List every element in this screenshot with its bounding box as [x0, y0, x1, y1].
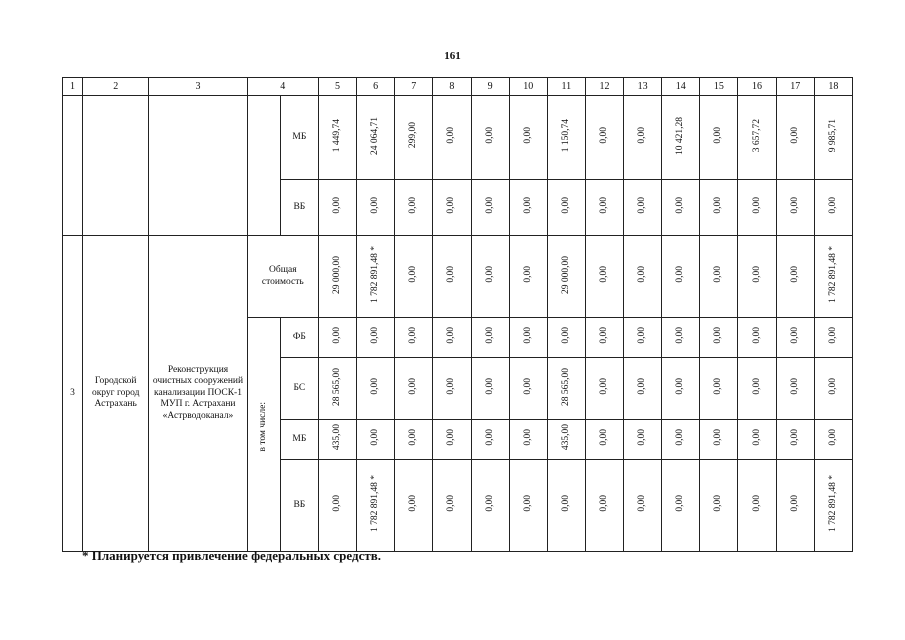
object-cell — [149, 236, 247, 552]
value-cell — [662, 420, 700, 460]
value-cell — [509, 96, 547, 180]
value-text: 0,00 — [560, 327, 571, 344]
value-text: 0,00 — [560, 495, 571, 512]
value-text: 0,00 — [637, 327, 648, 344]
record-number-cell — [63, 236, 83, 552]
value-cell — [624, 420, 662, 460]
value-text: 0,00 — [370, 378, 381, 395]
value-cell — [433, 318, 471, 358]
value-cell — [547, 420, 585, 460]
value-text: 0,00 — [713, 495, 724, 512]
object-name: Реконструкция очистных сооружений канализации ПОСК-1 МУП г. Астрахани «Астрводоканал» — [152, 365, 244, 421]
value-text: 0,00 — [789, 429, 800, 446]
column-header: 12 — [585, 78, 623, 96]
value-text: 0,00 — [751, 197, 762, 214]
value-cell — [395, 180, 433, 236]
value-text: 0,00 — [522, 127, 533, 144]
column-header: 14 — [662, 78, 700, 96]
value-text: 10 421,28 — [675, 116, 686, 155]
value-cell — [509, 318, 547, 358]
value-text: 0,00 — [484, 378, 495, 395]
value-cell — [624, 358, 662, 420]
value-cell — [814, 318, 852, 358]
value-cell — [318, 96, 356, 180]
including-cell — [247, 96, 280, 236]
value-text: 1 782 891,48 * — [827, 475, 838, 533]
value-text: 299,00 — [408, 122, 419, 149]
value-text: 0,00 — [713, 197, 724, 214]
value-text: 0,00 — [827, 197, 838, 214]
value-text: 0,00 — [789, 197, 800, 214]
value-text: 0,00 — [370, 429, 381, 446]
value-text: 0,00 — [637, 429, 648, 446]
municipality-cell — [83, 96, 149, 236]
value-cell — [738, 420, 776, 460]
column-header: 4 — [247, 78, 318, 96]
value-cell — [433, 180, 471, 236]
column-header: 15 — [700, 78, 738, 96]
value-cell — [662, 180, 700, 236]
column-header: 11 — [547, 78, 585, 96]
value-cell — [318, 420, 356, 460]
value-cell — [395, 358, 433, 420]
value-text: 29 000,00 — [560, 255, 571, 294]
value-cell — [585, 236, 623, 318]
column-header: 9 — [471, 78, 509, 96]
value-cell — [585, 96, 623, 180]
value-text: 0,00 — [408, 495, 419, 512]
value-cell — [471, 358, 509, 420]
value-cell — [471, 420, 509, 460]
value-cell — [471, 460, 509, 552]
value-text: 29 000,00 — [332, 255, 343, 294]
value-text: 0,00 — [484, 197, 495, 214]
value-text: 0,00 — [827, 429, 838, 446]
value-cell — [357, 420, 395, 460]
column-header: 18 — [814, 78, 852, 96]
value-cell — [624, 318, 662, 358]
value-cell — [547, 180, 585, 236]
value-cell — [471, 318, 509, 358]
value-cell — [700, 358, 738, 420]
value-cell — [357, 236, 395, 318]
value-cell — [662, 236, 700, 318]
value-text: 0,00 — [332, 327, 343, 344]
source-cell: ВБ — [280, 180, 318, 236]
source-cell: ФБ — [280, 318, 318, 358]
value-cell — [700, 180, 738, 236]
value-cell — [509, 236, 547, 318]
value-text: 0,00 — [713, 378, 724, 395]
value-text: 0,00 — [522, 378, 533, 395]
value-cell — [433, 460, 471, 552]
value-text: 0,00 — [789, 378, 800, 395]
value-cell — [700, 460, 738, 552]
value-cell — [776, 96, 814, 180]
value-text: 0,00 — [332, 197, 343, 214]
value-text: 0,00 — [408, 378, 419, 395]
source-cell: ВБ — [280, 460, 318, 552]
value-text: 0,00 — [370, 197, 381, 214]
column-header: 5 — [318, 78, 356, 96]
value-text: 0,00 — [751, 378, 762, 395]
value-text: 0,00 — [446, 429, 457, 446]
value-cell — [433, 420, 471, 460]
value-cell — [357, 96, 395, 180]
value-cell — [624, 236, 662, 318]
value-cell — [738, 180, 776, 236]
value-text: 9 985,71 — [827, 118, 838, 153]
value-text: 24 064,71 — [370, 116, 381, 155]
value-cell — [433, 236, 471, 318]
value-cell — [318, 236, 356, 318]
column-header: 1 — [63, 78, 83, 96]
value-text: 0,00 — [560, 197, 571, 214]
value-cell — [433, 96, 471, 180]
value-cell — [662, 96, 700, 180]
value-cell — [776, 358, 814, 420]
value-text: 0,00 — [675, 197, 686, 214]
value-text: 1 782 891,48 * — [827, 246, 838, 304]
value-text: 0,00 — [713, 429, 724, 446]
value-text: 0,00 — [484, 327, 495, 344]
value-text: 0,00 — [522, 197, 533, 214]
value-cell — [318, 460, 356, 552]
including-cell — [247, 318, 280, 552]
value-cell — [738, 460, 776, 552]
value-cell — [357, 460, 395, 552]
value-cell — [395, 236, 433, 318]
value-text: 0,00 — [713, 327, 724, 344]
value-text: 0,00 — [637, 266, 648, 283]
column-header: 3 — [149, 78, 247, 96]
value-cell — [547, 236, 585, 318]
value-cell — [776, 460, 814, 552]
municipality-cell — [83, 236, 149, 552]
value-text: 1 782 891,48 * — [370, 475, 381, 533]
value-text: 0,00 — [599, 127, 610, 144]
value-text: 0,00 — [522, 266, 533, 283]
value-text: 0,00 — [599, 266, 610, 283]
object-cell — [149, 96, 247, 236]
value-cell — [776, 318, 814, 358]
value-text: 0,00 — [599, 429, 610, 446]
value-text: 0,00 — [675, 429, 686, 446]
value-text: 0,00 — [408, 197, 419, 214]
value-text: 0,00 — [751, 495, 762, 512]
value-text: 0,00 — [789, 495, 800, 512]
value-cell — [814, 460, 852, 552]
value-cell — [395, 420, 433, 460]
value-text: 0,00 — [370, 327, 381, 344]
value-text: 0,00 — [446, 378, 457, 395]
value-cell — [814, 96, 852, 180]
value-text: 0,00 — [446, 266, 457, 283]
total-label-cell — [247, 236, 318, 318]
value-text: 1 449,74 — [332, 118, 343, 153]
value-text: 0,00 — [522, 495, 533, 512]
value-cell — [509, 180, 547, 236]
value-text: 0,00 — [332, 495, 343, 512]
value-text: 0,00 — [637, 197, 648, 214]
value-cell — [318, 180, 356, 236]
value-text: 0,00 — [522, 429, 533, 446]
column-header: 8 — [433, 78, 471, 96]
value-text: 28 565,00 — [560, 367, 571, 406]
value-cell — [814, 420, 852, 460]
value-cell — [547, 358, 585, 420]
source-cell: МБ — [280, 96, 318, 180]
value-text: 0,00 — [484, 495, 495, 512]
value-cell — [700, 420, 738, 460]
value-text: 0,00 — [599, 327, 610, 344]
including-label: в том числе: — [258, 401, 269, 452]
value-text: 0,00 — [675, 495, 686, 512]
value-cell — [585, 460, 623, 552]
value-cell — [509, 460, 547, 552]
column-number-row — [63, 78, 853, 96]
value-text: 0,00 — [446, 127, 457, 144]
value-text: 0,00 — [599, 378, 610, 395]
source-cell: БС — [280, 358, 318, 420]
value-cell — [624, 96, 662, 180]
value-cell — [509, 420, 547, 460]
value-cell — [814, 358, 852, 420]
value-text: 1 782 891,48 * — [370, 246, 381, 304]
value-text: 0,00 — [599, 197, 610, 214]
value-text: 0,00 — [637, 495, 648, 512]
value-text: 28 565,00 — [332, 367, 343, 406]
value-text: 3 657,72 — [751, 118, 762, 153]
value-cell — [662, 358, 700, 420]
value-cell — [776, 420, 814, 460]
value-text: 0,00 — [789, 327, 800, 344]
column-header: 6 — [357, 78, 395, 96]
source-cell: МБ — [280, 420, 318, 460]
table-row — [63, 236, 853, 318]
value-cell — [776, 180, 814, 236]
table-row — [63, 96, 853, 180]
value-cell — [433, 358, 471, 420]
value-text: 435,00 — [560, 424, 571, 451]
value-text: 0,00 — [484, 266, 495, 283]
value-cell — [738, 358, 776, 420]
value-text: 0,00 — [827, 378, 838, 395]
record-number-cell — [63, 96, 83, 236]
value-text: 0,00 — [637, 127, 648, 144]
value-cell — [547, 318, 585, 358]
value-cell — [700, 96, 738, 180]
column-header: 7 — [395, 78, 433, 96]
value-text: 0,00 — [827, 327, 838, 344]
value-cell — [585, 420, 623, 460]
value-text: 0,00 — [446, 327, 457, 344]
value-cell — [662, 460, 700, 552]
value-text: 0,00 — [789, 266, 800, 283]
value-text: 0,00 — [675, 378, 686, 395]
value-cell — [738, 236, 776, 318]
column-header: 16 — [738, 78, 776, 96]
value-cell — [585, 180, 623, 236]
value-text: 0,00 — [675, 327, 686, 344]
value-cell — [547, 96, 585, 180]
value-cell — [395, 318, 433, 358]
value-cell — [585, 318, 623, 358]
footnote: * Планируется привлечение федеральных средств. — [82, 548, 382, 563]
value-cell — [357, 180, 395, 236]
value-cell — [738, 96, 776, 180]
value-cell — [357, 358, 395, 420]
value-text: 0,00 — [408, 327, 419, 344]
value-cell — [738, 318, 776, 358]
value-cell — [471, 96, 509, 180]
value-cell — [700, 318, 738, 358]
value-cell — [471, 180, 509, 236]
value-text: 0,00 — [408, 429, 419, 446]
municipality-name: Городской округ город Астрахань — [91, 376, 140, 410]
value-text: 0,00 — [713, 127, 724, 144]
value-cell — [395, 96, 433, 180]
value-cell — [509, 358, 547, 420]
column-header: 13 — [624, 78, 662, 96]
value-cell — [624, 460, 662, 552]
value-text: 0,00 — [408, 266, 419, 283]
column-header: 10 — [509, 78, 547, 96]
column-header: 2 — [83, 78, 149, 96]
value-text: 0,00 — [446, 495, 457, 512]
value-text: 0,00 — [751, 266, 762, 283]
value-text: 0,00 — [522, 327, 533, 344]
value-cell — [395, 460, 433, 552]
value-text: 0,00 — [446, 197, 457, 214]
value-cell — [357, 318, 395, 358]
value-cell — [318, 318, 356, 358]
page-number: 161 — [444, 50, 461, 62]
value-text: 0,00 — [751, 429, 762, 446]
value-text: 0,00 — [484, 127, 495, 144]
column-header: 17 — [776, 78, 814, 96]
value-cell — [547, 460, 585, 552]
value-cell — [471, 236, 509, 318]
value-cell — [776, 236, 814, 318]
value-text: 0,00 — [713, 266, 724, 283]
record-number: 3 — [70, 388, 75, 399]
value-cell — [624, 180, 662, 236]
value-text: 435,00 — [332, 424, 343, 451]
value-cell — [814, 180, 852, 236]
value-text: 0,00 — [789, 127, 800, 144]
financing-table — [62, 77, 853, 552]
value-cell — [662, 318, 700, 358]
total-label: Общая стоимость — [261, 265, 304, 287]
value-cell — [700, 236, 738, 318]
value-text: 0,00 — [675, 266, 686, 283]
value-text: 1 150,74 — [560, 118, 571, 153]
value-text: 0,00 — [484, 429, 495, 446]
value-cell — [585, 358, 623, 420]
value-text: 0,00 — [751, 327, 762, 344]
value-cell — [814, 236, 852, 318]
value-text: 0,00 — [637, 378, 648, 395]
value-text: 0,00 — [599, 495, 610, 512]
value-cell — [318, 358, 356, 420]
